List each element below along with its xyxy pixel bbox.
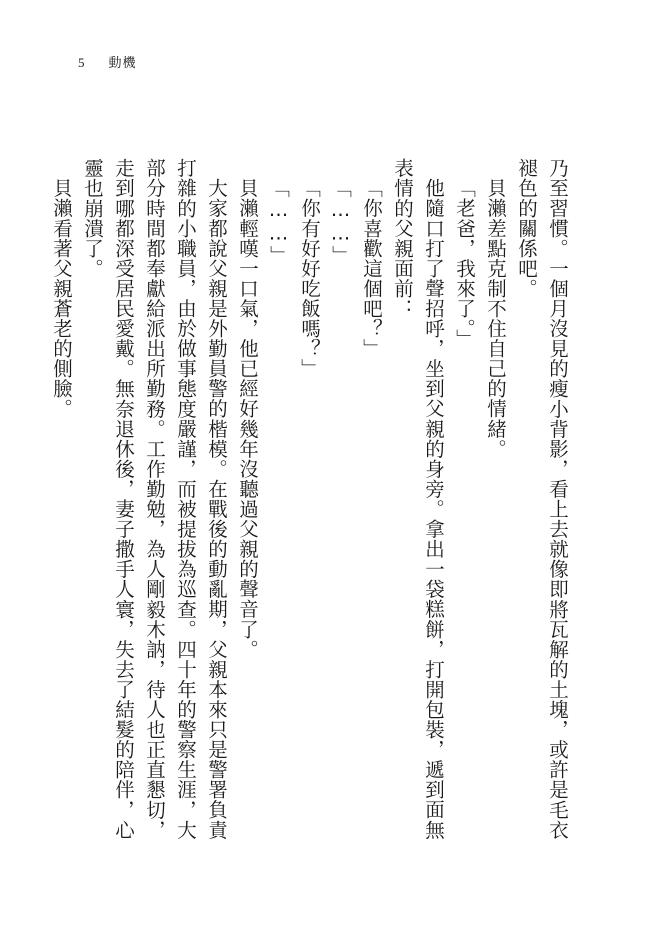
paragraph-3: 他隨口打了聲招呼，坐到父親的身旁。拿出一袋糕餅，打開包裝，遞到面無表情的父親面前：	[391, 158, 445, 840]
dialogue-line-1: 「老爸，我來了。」	[453, 177, 476, 349]
paragraph-5: 大家都說父親是外勤員警的楷模。在戰後的動亂期，父親本來只是警署負責打雜的小職員，由於做事態度嚴謹，而被提拔為巡查。四十年的警察生涯，大部分時間都奉獻給派出所勤務。工作勤勉，為人剛毅木訥，待人也正直懇切，走到哪都深受居民愛戴。無奈退休後，妻子撒手人寰，失去了結髮的陪伴，心靈也崩潰了。	[81, 158, 228, 840]
dialogue-line-2: 「你喜歡這個吧？」	[360, 177, 383, 358]
dialogue-line-3: 「……」	[329, 177, 352, 265]
dialogue-line-4: 「你有好好吃飯嗎？」	[298, 177, 321, 378]
chapter-title: 動機	[108, 56, 137, 71]
vertical-text-body	[50, 158, 573, 848]
paragraph-1: 乃至習慣。一個月沒見的瘦小背影，看上去就像即將瓦解的土塊，或許是毛衣褪色的關係吧。	[515, 158, 569, 840]
paragraph-4: 貝瀨輕嘆一口氣，他已經好幾年沒聽過父親的聲音了。	[236, 177, 259, 659]
page-number: 5	[78, 55, 85, 70]
paragraph-6: 貝瀨看著父親蒼老的側臉。	[50, 177, 73, 419]
running-header	[78, 52, 137, 71]
dialogue-line-5: 「……」	[267, 177, 290, 265]
paragraph-2: 貝瀨差點克制不住自己的情緒。	[484, 177, 507, 459]
